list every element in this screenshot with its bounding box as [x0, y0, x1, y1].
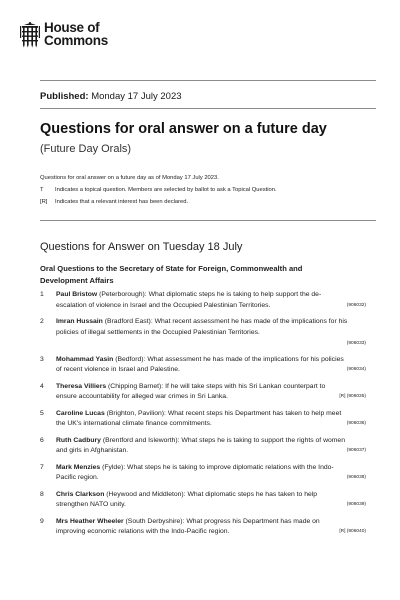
constituency: (Chipping Barnet): — [108, 382, 164, 390]
question-item — [40, 382, 366, 403]
page-title: Questions for oral answer on a future day — [40, 121, 327, 137]
constituency: (Peterborough): — [99, 291, 147, 298]
constituency: (Brighton, Pavilion): — [106, 409, 166, 417]
published-label: Published: — [40, 91, 89, 102]
intro-block — [40, 172, 277, 208]
section-heading: Questions for Answer on Tuesday 18 July — [40, 241, 243, 253]
question-ref: (906037) — [346, 448, 366, 453]
question-number: 4 — [40, 382, 44, 390]
key-text: Indicates a topical question. Members are selected by ballot to ask a Topical Question. — [55, 187, 277, 193]
question-ref: (906038) — [346, 475, 366, 480]
constituency: (Fylde): — [102, 463, 126, 471]
question-text: What recent assessment he has made of the implications for his policies of illegal settlements in the Occupied Palestinian Territories. — [56, 318, 348, 336]
published-date: Monday 17 July 2023 — [91, 91, 182, 102]
key-symbol: [R] — [40, 199, 48, 205]
page-subtitle: (Future Day Orals) — [40, 143, 132, 155]
question-item — [40, 290, 366, 311]
question-ref: (906039) — [346, 502, 366, 507]
constituency: (Heywood and Middleton): — [106, 490, 186, 498]
question-ref: [R] (906040) — [339, 529, 366, 534]
question-text: What diplomatic steps he is taking to help support the de-escalation of violence in Israel and the Occupied Palestinian Territories. — [56, 291, 322, 309]
question-ref: (906032) — [346, 302, 366, 308]
intro-text: Questions for oral answer on a future day as of Monday 17 July 2023. — [40, 175, 219, 181]
question-text: What progress his Department has made on improving economic relations with the Indo-Pacific region. — [56, 517, 320, 535]
question-number: 8 — [40, 490, 44, 498]
key-relevant-interest — [40, 196, 277, 208]
questions-list — [40, 290, 366, 538]
question-text: What steps he is taking to improve diplomatic relations with the Indo-Pacific region. — [56, 463, 334, 481]
question-text: What steps he is taking to support the rights of women and girls in Afghanistan. — [56, 436, 345, 454]
logo-line-2: Commons — [44, 32, 108, 48]
constituency: (Brentford and Isleworth): — [102, 436, 180, 444]
member-name: Theresa Villiers — [56, 382, 107, 390]
question-number: 5 — [40, 409, 44, 417]
house-of-commons-logo — [20, 22, 108, 48]
question-number: 6 — [40, 436, 44, 444]
question-item — [40, 517, 366, 538]
key-text: Indicates that a relevant interest has been declared. — [55, 199, 189, 205]
member-name: Caroline Lucas — [56, 409, 105, 417]
member-name: Ruth Cadbury — [56, 436, 101, 444]
question-text: What assessment he has made of the implications for his policies of recent violence in Israel and Palestine. — [56, 355, 344, 373]
member-name: Chris Clarkson — [56, 490, 105, 498]
question-ref: (906036) — [346, 421, 366, 426]
published-line — [40, 91, 182, 102]
question-item — [40, 317, 366, 350]
member-name: Mark Menzies — [56, 463, 101, 471]
question-text: What recent steps his Department has taken to help meet the UK's international climate finance commitments. — [56, 409, 342, 427]
question-number: 9 — [40, 517, 44, 525]
member-name: Paul Bristow — [56, 291, 98, 298]
question-item — [40, 409, 366, 430]
question-number: 1 — [40, 291, 44, 298]
key-topical — [40, 184, 277, 196]
published-divider — [40, 108, 376, 109]
department-heading: Oral Questions to the Secretary of State for Foreign, Commonwealth and Development Affairs — [40, 264, 303, 285]
member-name: Mohammad Yasin — [56, 355, 114, 363]
question-number: 2 — [40, 318, 44, 325]
question-number: 3 — [40, 355, 44, 363]
question-number: 7 — [40, 463, 44, 471]
question-ref: [R] (906035) — [339, 394, 366, 399]
intro-divider — [40, 220, 376, 221]
constituency: (Bedford): — [115, 355, 146, 363]
question-text: What diplomatic steps he has taken to help strengthen NATO unity. — [56, 490, 318, 508]
member-name: Mrs Heather Wheeler — [56, 517, 124, 525]
logo-wordmark — [44, 22, 108, 47]
question-item — [40, 355, 366, 376]
portcullis-icon — [20, 22, 40, 48]
question-item — [40, 436, 366, 457]
question-item — [40, 463, 366, 484]
member-name: Imran Hussain — [56, 318, 103, 325]
question-ref: (906033) — [346, 341, 366, 346]
top-divider — [40, 80, 376, 81]
question-ref: (906034) — [346, 367, 366, 372]
logo-line-1: House of — [44, 20, 100, 35]
question-item — [40, 490, 366, 511]
constituency: (Bradford East): — [104, 318, 153, 325]
key-symbol: T — [40, 187, 44, 193]
constituency: (South Derbyshire): — [125, 517, 185, 525]
question-text: If he will take steps with his Sri Lankan counterpart to ensure accountability for alleged war crimes in Sri Lanka. — [56, 382, 326, 400]
